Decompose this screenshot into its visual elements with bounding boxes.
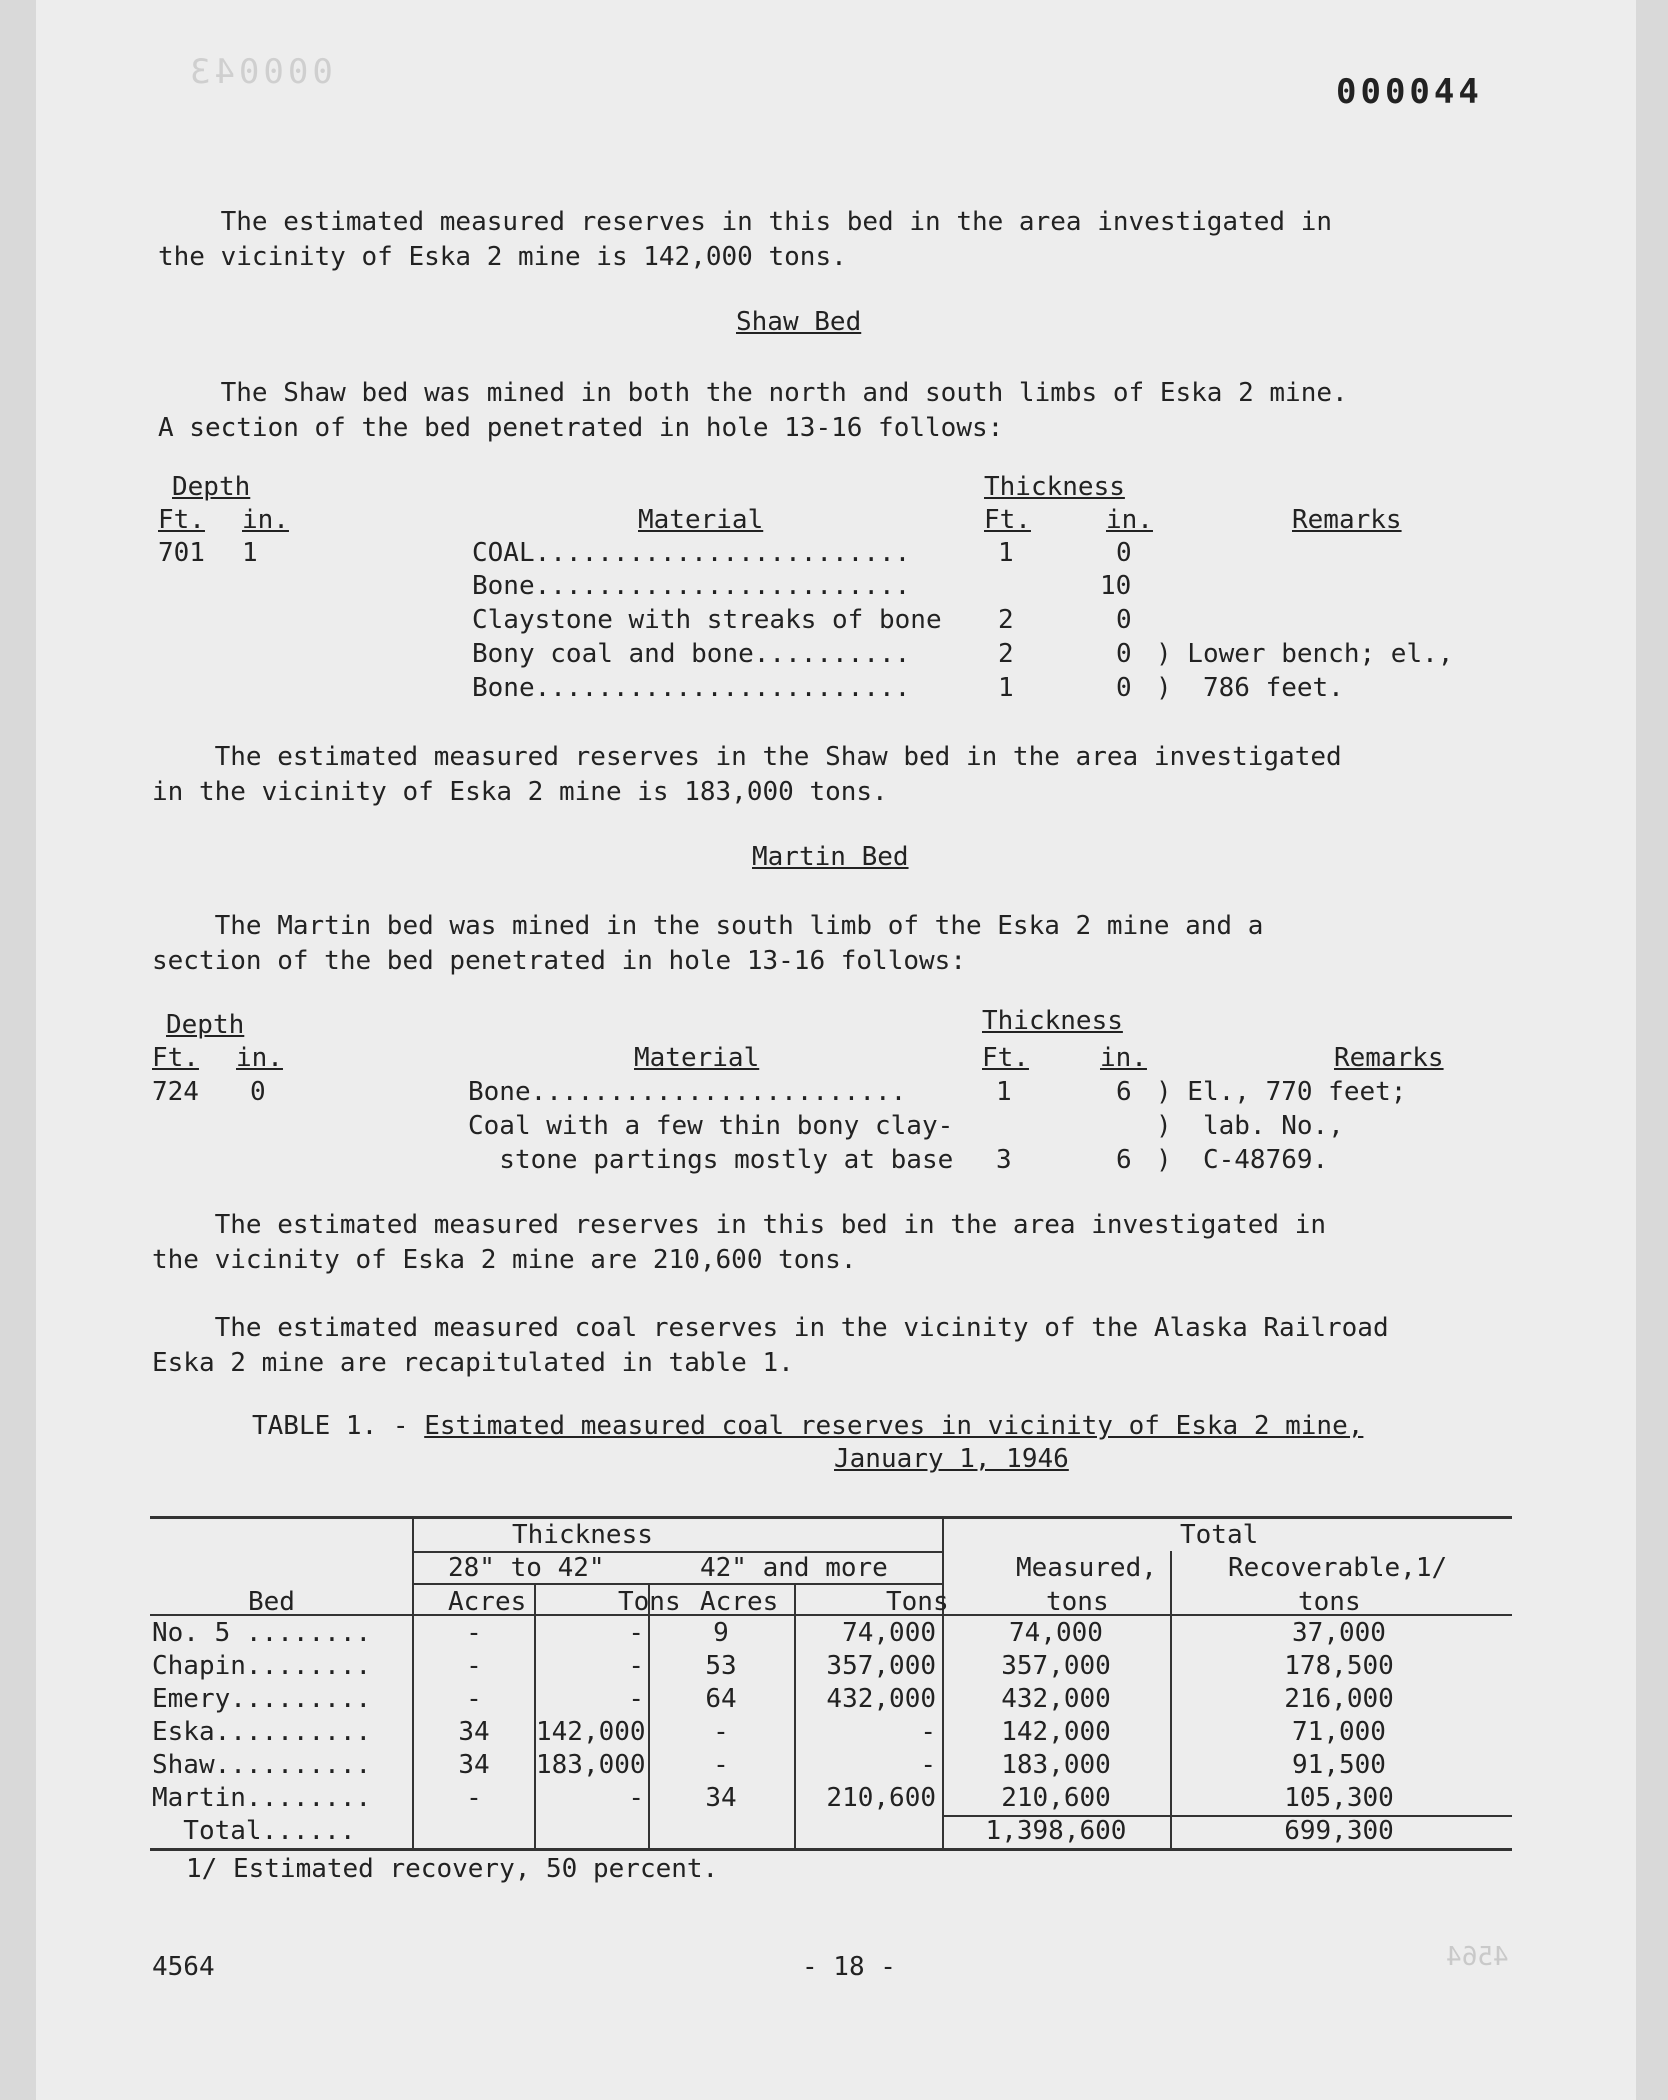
martin-para-line-1: The Martin bed was mined in the south limb of the Eska 2 mine and a [152, 911, 1264, 941]
table-top-rule [150, 1516, 1512, 1519]
shaw-reserves-paragraph [152, 740, 1342, 810]
col-measured-2: tons [1046, 1587, 1109, 1617]
martin-row-3-ft: 3 [996, 1145, 1012, 1175]
martin-reserves-line-1: The estimated measured reserves in this bed in the area investigated in [152, 1210, 1326, 1240]
table-cell-recoverable: 699,300 [1284, 1816, 1394, 1846]
table-cell-measured: 142,000 [1001, 1717, 1111, 1747]
table-cell-t2: 74,000 [842, 1618, 936, 1648]
martin-row-3-material: stone partings mostly at base [468, 1145, 954, 1175]
martin-depth-in: 0 [250, 1077, 266, 1107]
col-tons-2: Tons [886, 1587, 949, 1617]
bleed-through-footer: 4564 [1446, 1942, 1509, 1972]
table-footnote: 1/ Estimated recovery, 50 percent. [186, 1854, 719, 1884]
table-cell-a2: 34 [705, 1783, 737, 1813]
table-cell-t1: - [628, 1618, 644, 1648]
shaw-remarks-header: Remarks [1292, 505, 1402, 535]
table-cell-recoverable: 216,000 [1284, 1684, 1394, 1714]
shaw-material-header: Material [638, 505, 764, 535]
col-group-total: Total [1180, 1520, 1259, 1550]
intro-line-1: The estimated measured reserves in this bed in the area investigated in [158, 207, 1332, 237]
table-cell-measured: 357,000 [1001, 1651, 1111, 1681]
shaw-row-1-material: COAL........................ [472, 538, 911, 568]
shaw-bed-heading: Shaw Bed [736, 307, 862, 337]
shaw-row-4-material: Bony coal and bone.......... [472, 639, 911, 669]
table-cell-bed: Chapin........ [152, 1651, 372, 1681]
martin-row-1-material: Bone........................ [468, 1077, 907, 1107]
shaw-depth-in: 1 [242, 538, 258, 568]
martin-remarks-header: Remarks [1334, 1043, 1444, 1073]
table-vline-3 [942, 1516, 944, 1848]
table-cell-measured: 183,000 [1001, 1750, 1111, 1780]
table-cell-t2: 432,000 [826, 1684, 936, 1714]
table-vline-1 [412, 1516, 414, 1848]
table-cell-bed: No. 5 ........ [152, 1618, 372, 1648]
shaw-row-5-in: 0 [1116, 673, 1132, 703]
table-cell-measured: 210,600 [1001, 1783, 1111, 1813]
shaw-reserves-line-1: The estimated measured reserves in the Shaw bed in the area investigated [152, 742, 1342, 772]
table-cell-t2: 210,600 [826, 1783, 936, 1813]
table-cell-t1: - [628, 1684, 644, 1714]
martin-para-line-2: section of the bed penetrated in hole 13-16 follows: [152, 946, 966, 976]
table-cell-bed: Shaw.......... [152, 1750, 372, 1780]
shaw-paragraph [158, 376, 1348, 446]
martin-row-3-in: 6 [1116, 1145, 1132, 1175]
shaw-row-1-in: 0 [1116, 538, 1132, 568]
martin-row-2-material: Coal with a few thin bony clay- [468, 1111, 954, 1141]
shaw-depth-header: Depth [172, 472, 251, 502]
shaw-row-5-material: Bone........................ [472, 673, 911, 703]
shaw-row-4-in: 0 [1116, 639, 1132, 669]
martin-paragraph [152, 909, 1263, 979]
document-page [36, 0, 1636, 2100]
martin-row-3-remarks: ) C-48769. [1156, 1145, 1329, 1175]
col-acres-2: Acres [700, 1587, 779, 1617]
footer-report-number: 4564 [152, 1952, 215, 1982]
martin-depth-ft-header: Ft. [152, 1043, 199, 1073]
thickness-sub-rule-2 [412, 1583, 942, 1585]
table-cell-t1: - [628, 1783, 644, 1813]
table-cell-recoverable: 37,000 [1292, 1618, 1386, 1648]
shaw-depth-ft-header: Ft. [158, 505, 205, 535]
table-cell-bed: Total...... [152, 1816, 356, 1846]
martin-row-1-in: 6 [1116, 1077, 1132, 1107]
table-cell-measured: 432,000 [1001, 1684, 1111, 1714]
col-group-42-more: 42" and more [700, 1553, 888, 1583]
table-cell-bed: Emery......... [152, 1684, 372, 1714]
martin-thick-ft-header: Ft. [982, 1043, 1029, 1073]
shaw-row-4-ft: 2 [998, 639, 1014, 669]
table-cell-a2: 64 [705, 1684, 737, 1714]
shaw-thick-ft-header: Ft. [984, 505, 1031, 535]
shaw-row-4-remarks: ) Lower bench; el., [1156, 639, 1454, 669]
martin-row-1-remarks: ) El., 770 feet; [1156, 1077, 1407, 1107]
col-tons-1: Tons [618, 1587, 681, 1617]
shaw-para-line-1: The Shaw bed was mined in both the north and south limbs of Eska 2 mine. [158, 378, 1348, 408]
martin-thick-in-header: in. [1100, 1043, 1147, 1073]
col-recoverable-1: Recoverable,1/ [1228, 1553, 1448, 1583]
shaw-row-2-in: 10 [1100, 571, 1132, 601]
table-cell-recoverable: 71,000 [1292, 1717, 1386, 1747]
table-caption [252, 1411, 1363, 1441]
shaw-depth-ft: 701 [158, 538, 205, 568]
shaw-row-3-in: 0 [1116, 605, 1132, 635]
shaw-thick-in-header: in. [1106, 505, 1153, 535]
table-cell-a2: 53 [705, 1651, 737, 1681]
table-caption-prefix: TABLE 1. - [252, 1411, 425, 1441]
table-cell-t2: - [920, 1750, 936, 1780]
table-vline-4 [1170, 1551, 1172, 1848]
martin-material-header: Material [634, 1043, 760, 1073]
table-cell-t2: 357,000 [826, 1651, 936, 1681]
shaw-para-line-2: A section of the bed penetrated in hole 13-16 follows: [158, 413, 1004, 443]
martin-depth-header: Depth [166, 1010, 245, 1040]
recap-line-1: The estimated measured coal reserves in the vicinity of the Alaska Railroad [152, 1313, 1389, 1343]
martin-reserves-paragraph [152, 1208, 1326, 1278]
table-cell-t1: 183,000 [536, 1750, 646, 1780]
table-caption-title: Estimated measured coal reserves in vicinity of Eska 2 mine, [424, 1411, 1364, 1441]
col-acres-1: Acres [448, 1587, 527, 1617]
footer-page-number: - 18 - [802, 1952, 896, 1982]
table-cell-a1: - [466, 1651, 482, 1681]
martin-reserves-line-2: the vicinity of Eska 2 mine are 210,600 tons. [152, 1245, 857, 1275]
col-recoverable-2: tons [1298, 1587, 1361, 1617]
table-cell-a2: 9 [713, 1618, 729, 1648]
table-cell-recoverable: 91,500 [1292, 1750, 1386, 1780]
col-group-28-42: 28" to 42" [448, 1553, 605, 1583]
recap-line-2: Eska 2 mine are recapitulated in table 1. [152, 1348, 794, 1378]
bleed-through-number: 000043 [186, 52, 333, 92]
shaw-reserves-line-2: in the vicinity of Eska 2 mine is 183,000 tons. [152, 777, 888, 807]
martin-depth-ft: 724 [152, 1077, 199, 1107]
table-cell-a1: 34 [458, 1750, 490, 1780]
col-bed: Bed [248, 1587, 295, 1617]
table-cell-a1: - [466, 1783, 482, 1813]
table-cell-bed: Martin........ [152, 1783, 372, 1813]
table-bottom-rule [150, 1848, 1512, 1851]
shaw-row-3-material: Claystone with streaks of bone [472, 605, 942, 635]
martin-thickness-header: Thickness [982, 1006, 1123, 1036]
shaw-thickness-header: Thickness [984, 472, 1125, 502]
recap-paragraph [152, 1311, 1389, 1381]
martin-row-1-ft: 1 [996, 1077, 1012, 1107]
table-cell-t2: - [920, 1717, 936, 1747]
shaw-row-3-ft: 2 [998, 605, 1014, 635]
table-cell-recoverable: 178,500 [1284, 1651, 1394, 1681]
shaw-row-5-ft: 1 [998, 673, 1014, 703]
shaw-row-2-material: Bone........................ [472, 571, 911, 601]
martin-row-2-remarks: ) lab. No., [1156, 1111, 1344, 1141]
shaw-depth-in-header: in. [242, 505, 289, 535]
table-cell-bed: Eska.......... [152, 1717, 372, 1747]
martin-depth-in-header: in. [236, 1043, 283, 1073]
table-cell-a2: - [713, 1717, 729, 1747]
shaw-row-5-remarks: ) 786 feet. [1156, 673, 1344, 703]
col-measured-1: Measured, [1016, 1553, 1157, 1583]
table-cell-a1: - [466, 1618, 482, 1648]
shaw-row-1-ft: 1 [998, 538, 1014, 568]
table-cell-measured: 1,398,600 [985, 1816, 1127, 1846]
table-cell-recoverable: 105,300 [1284, 1783, 1394, 1813]
table-cell-a1: - [466, 1684, 482, 1714]
table-cell-t1: - [628, 1651, 644, 1681]
page-number-stamp: 000044 [1336, 72, 1483, 112]
table-cell-a1: 34 [458, 1717, 490, 1747]
martin-bed-heading: Martin Bed [752, 842, 909, 872]
col-group-thickness: Thickness [512, 1520, 653, 1550]
table-cell-a2: - [713, 1750, 729, 1780]
table-cell-measured: 74,000 [1009, 1618, 1103, 1648]
table-caption-date: January 1, 1946 [834, 1444, 1069, 1474]
intro-line-2: the vicinity of Eska 2 mine is 142,000 tons. [158, 242, 847, 272]
table-cell-t1: 142,000 [536, 1717, 646, 1747]
intro-paragraph [158, 205, 1332, 275]
